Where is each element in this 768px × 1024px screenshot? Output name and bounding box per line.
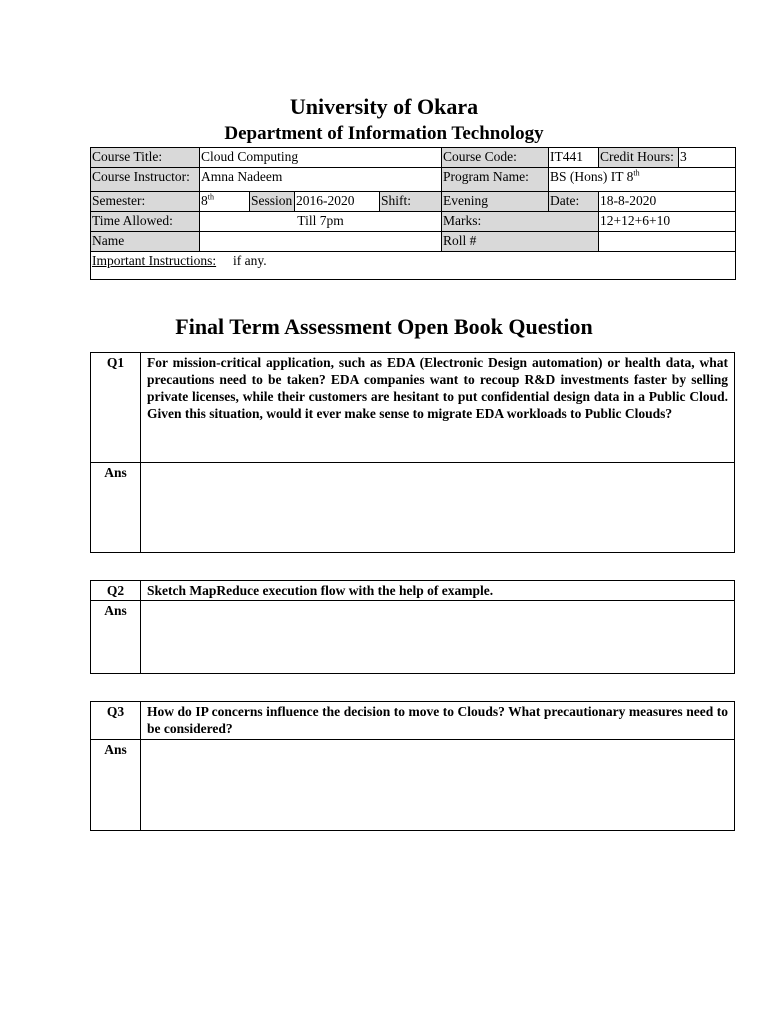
- credit-hours-value: 3: [679, 148, 736, 168]
- name-label: Name: [91, 232, 200, 252]
- instructor-label: Course Instructor:: [91, 168, 200, 192]
- program-text: BS (Hons) IT 8: [550, 169, 634, 184]
- answer-2-label: Ans: [91, 601, 141, 674]
- instructor-value: Amna Nadeem: [200, 168, 442, 192]
- instructions-row: [91, 252, 736, 280]
- roll-field[interactable]: [599, 232, 736, 252]
- program-label: Program Name:: [442, 168, 549, 192]
- course-title-label: Course Title:: [91, 148, 200, 168]
- course-code-label: Course Code:: [442, 148, 549, 168]
- time-allowed-value: Till 7pm: [200, 212, 442, 232]
- semester-value: [200, 192, 250, 212]
- answer-3-area[interactable]: [141, 740, 735, 831]
- semester-label: Semester:: [91, 192, 200, 212]
- answer-1-area[interactable]: [141, 463, 735, 553]
- department-title: Department of Information Technology: [224, 123, 544, 144]
- instructions-text: if any.: [232, 253, 267, 268]
- answer-3-label: Ans: [91, 740, 141, 831]
- question-1-label: Q1: [91, 353, 141, 463]
- question-3-text: How do IP concerns influence the decision to move to Clouds? What precautionary measures need to be considered?: [141, 702, 735, 740]
- instructions-label: Important Instructions:: [92, 253, 217, 268]
- question-2-label: Q2: [91, 581, 141, 601]
- shift-label: Shift:: [380, 192, 442, 212]
- question-1-text: For mission-critical application, such as EDA (Electronic Design automation) or health data, what precautions need to be taken? EDA companies want to recoup R&D investments faster by selling private licenses, while their customers are hesitant to put confidential design data in a Public Cloud. Given this situation, would it ever make sense to migrate EDA workloads to Public Clouds?: [141, 353, 735, 463]
- course-info-table: [90, 147, 736, 280]
- credit-hours-label: Credit Hours:: [599, 148, 679, 168]
- program-value: [549, 168, 736, 192]
- question-3-label: Q3: [91, 702, 141, 740]
- marks-label: Marks:: [442, 212, 599, 232]
- program-sup: th: [633, 168, 640, 178]
- question-2-table: [90, 580, 735, 674]
- answer-1-label: Ans: [91, 463, 141, 553]
- course-code-value: IT441: [549, 148, 599, 168]
- time-allowed-label: Time Allowed:: [91, 212, 200, 232]
- date-value: 18-8-2020: [599, 192, 736, 212]
- session-label: Session: [250, 192, 295, 212]
- course-title-value: Cloud Computing: [200, 148, 442, 168]
- question-2-text: Sketch MapReduce execution flow with the help of example.: [141, 581, 735, 601]
- roll-label: Roll #: [442, 232, 599, 252]
- exam-title: Final Term Assessment Open Book Question: [175, 314, 593, 339]
- session-value: 2016-2020: [295, 192, 380, 212]
- question-1-table: [90, 352, 735, 553]
- shift-value: Evening: [442, 192, 549, 212]
- answer-2-area[interactable]: [141, 601, 735, 674]
- name-field[interactable]: [200, 232, 442, 252]
- semester-text: 8: [201, 193, 208, 208]
- university-title: University of Okara: [289, 94, 479, 119]
- semester-sup: th: [207, 192, 214, 202]
- question-3-table: [90, 701, 735, 831]
- date-label: Date:: [549, 192, 599, 212]
- marks-value: 12+12+6+10: [599, 212, 736, 232]
